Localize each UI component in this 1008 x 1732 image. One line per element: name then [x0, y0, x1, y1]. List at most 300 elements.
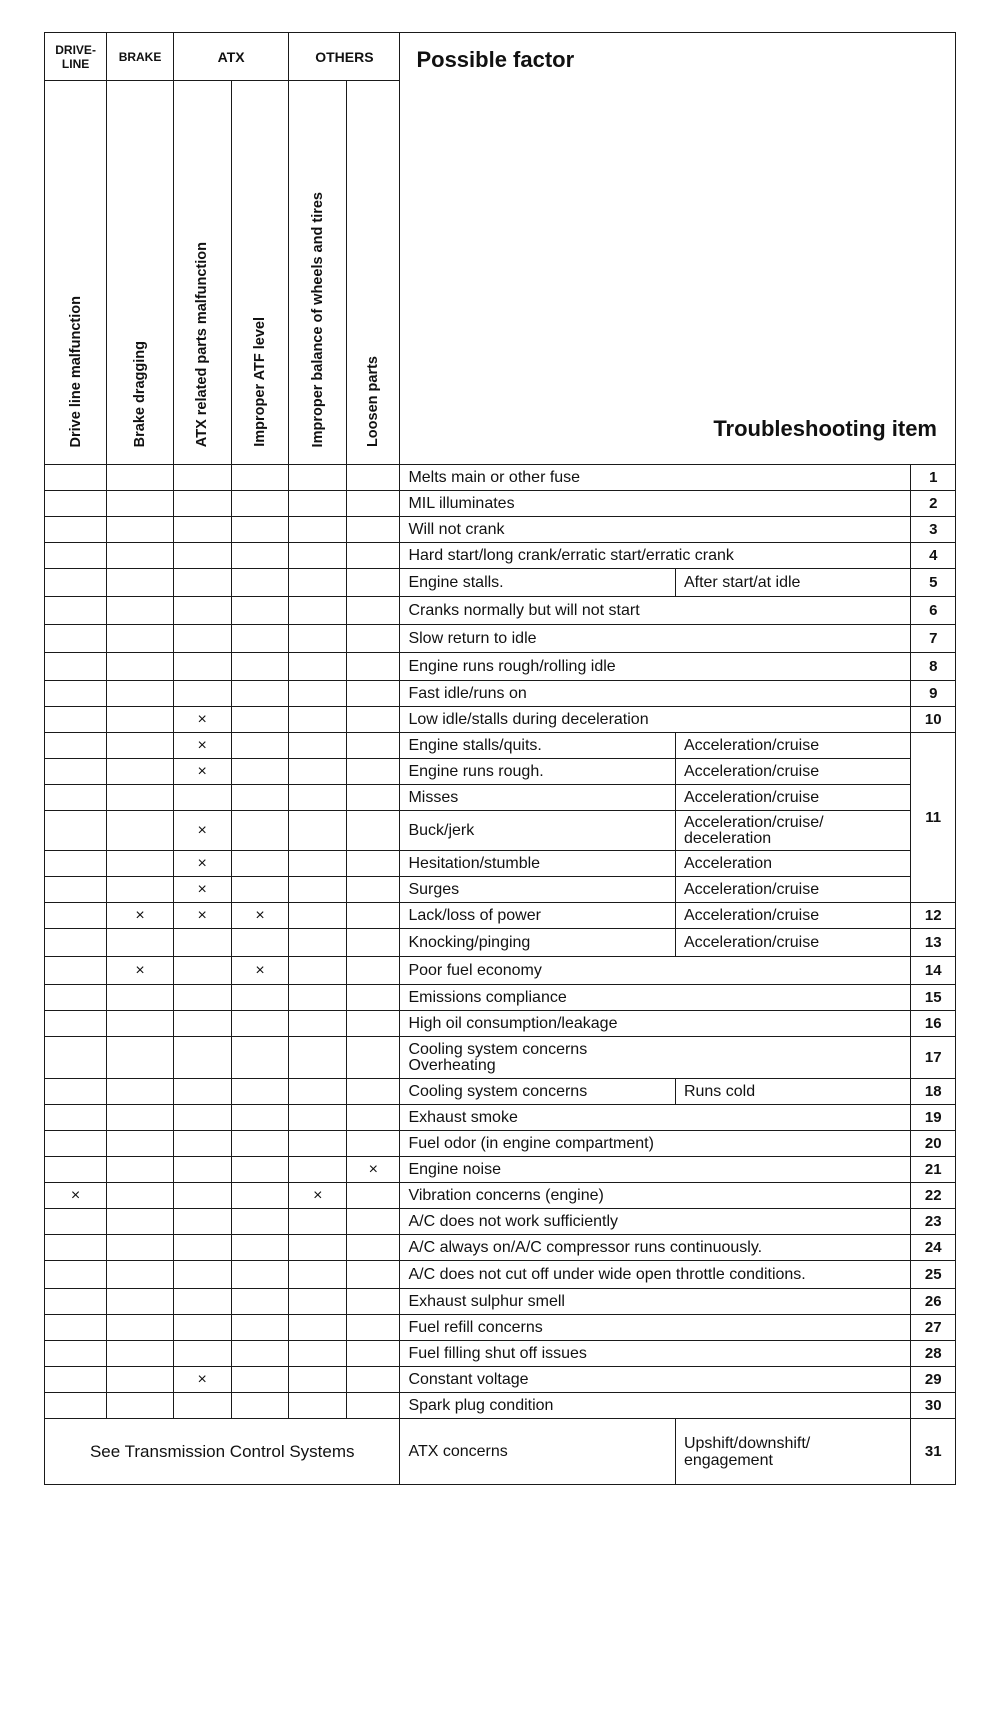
factor-cell [45, 517, 107, 543]
factor-cell [45, 1105, 107, 1131]
table-row [45, 1011, 956, 1037]
factor-cell [231, 733, 289, 759]
column-header-improper-atf-level [231, 81, 289, 465]
factor-cell [289, 1131, 347, 1157]
factor-cell [173, 929, 231, 957]
factor-cell [45, 1261, 107, 1289]
table-row [45, 903, 956, 929]
factor-table [44, 32, 956, 1485]
factor-cell [347, 625, 400, 653]
factor-cell [347, 1367, 400, 1393]
item-label: Will not crank [400, 517, 911, 543]
factor-cell [107, 517, 174, 543]
factor-cell [107, 877, 174, 903]
factor-cell [107, 1315, 174, 1341]
condition-label: After start/at idle [675, 569, 911, 597]
factor-cell [45, 681, 107, 707]
factor-cell [45, 929, 107, 957]
item-label: Melts main or other fuse [400, 465, 911, 491]
item-label: A/C does not cut off under wide open throttle conditions. [400, 1261, 911, 1289]
factor-cell [45, 903, 107, 929]
factor-cell [45, 1079, 107, 1105]
table-row [45, 681, 956, 707]
factor-cell [107, 1183, 174, 1209]
factor-cell [231, 1367, 289, 1393]
factor-cell [45, 1037, 107, 1079]
factor-cell: × [107, 957, 174, 985]
factor-cell [45, 707, 107, 733]
factor-cell [231, 1393, 289, 1419]
possible-factor-label: Possible factor [416, 47, 575, 72]
factor-cell [45, 1157, 107, 1183]
factor-cell [289, 1315, 347, 1341]
factor-cell [45, 759, 107, 785]
factor-cell [289, 1037, 347, 1079]
condition-label: Acceleration/cruise [675, 877, 911, 903]
item-label: Vibration concerns (engine) [400, 1183, 911, 1209]
factor-cell [107, 1289, 174, 1315]
item-number: 10 [911, 707, 956, 733]
item-label: Exhaust smoke [400, 1105, 911, 1131]
factor-cell [173, 1315, 231, 1341]
condition-label: Acceleration/cruise [675, 759, 911, 785]
factor-cell [45, 543, 107, 569]
factor-cell [173, 465, 231, 491]
item-label: High oil consumption/leakage [400, 1011, 911, 1037]
factor-cell [173, 785, 231, 811]
factor-cell [347, 1079, 400, 1105]
factor-cell [231, 1183, 289, 1209]
factor-cell [45, 653, 107, 681]
factor-cell [289, 759, 347, 785]
table-row [45, 1393, 956, 1419]
item-label: Exhaust sulphur smell [400, 1289, 911, 1315]
table-row [45, 929, 956, 957]
factor-cell [347, 543, 400, 569]
factor-cell [231, 1209, 289, 1235]
factor-cell [107, 1131, 174, 1157]
item-number: 4 [911, 543, 956, 569]
factor-cell [107, 1367, 174, 1393]
factor-cell [107, 985, 174, 1011]
factor-cell [45, 1011, 107, 1037]
item-number: 29 [911, 1367, 956, 1393]
item-label: Poor fuel economy [400, 957, 911, 985]
table-row [45, 465, 956, 491]
item-label: A/C always on/A/C compressor runs continuously. [400, 1235, 911, 1261]
see-transmission-note: See Transmission Control Systems [45, 1419, 400, 1485]
item-number: 9 [911, 681, 956, 707]
factor-cell [289, 1235, 347, 1261]
factor-cell [289, 625, 347, 653]
table-row [45, 759, 956, 785]
factor-cell [231, 569, 289, 597]
factor-cell [173, 1393, 231, 1419]
table-row [45, 653, 956, 681]
factor-cell [347, 1105, 400, 1131]
factor-cell [45, 1131, 107, 1157]
item-number: 16 [911, 1011, 956, 1037]
condition-label: Upshift/downshift/ engagement [675, 1419, 911, 1485]
factor-cell [289, 1011, 347, 1037]
factor-cell [45, 877, 107, 903]
factor-cell [107, 1261, 174, 1289]
factor-cell [289, 491, 347, 517]
item-label: ATX concerns [400, 1419, 676, 1485]
item-number: 6 [911, 597, 956, 625]
factor-cell [347, 811, 400, 851]
item-number: 23 [911, 1209, 956, 1235]
factor-cell [289, 597, 347, 625]
item-number: 3 [911, 517, 956, 543]
table-row [45, 491, 956, 517]
category-brake: BRAKE [107, 33, 174, 81]
table-row [45, 1131, 956, 1157]
factor-cell [347, 785, 400, 811]
factor-cell [347, 1235, 400, 1261]
factor-cell [107, 1209, 174, 1235]
factor-cell: × [347, 1157, 400, 1183]
factor-cell [107, 1037, 174, 1079]
factor-cell [107, 653, 174, 681]
item-number: 21 [911, 1157, 956, 1183]
factor-cell [173, 625, 231, 653]
factor-cell [231, 1079, 289, 1105]
footer-row [45, 1419, 956, 1485]
table-row [45, 1235, 956, 1261]
factor-cell [289, 1105, 347, 1131]
item-label: Fuel refill concerns [400, 1315, 911, 1341]
table-row [45, 1037, 956, 1079]
item-label: Slow return to idle [400, 625, 911, 653]
factor-cell [347, 465, 400, 491]
factor-cell [173, 1261, 231, 1289]
item-number: 31 [911, 1419, 956, 1485]
factor-cell [173, 1341, 231, 1367]
factor-cell [347, 517, 400, 543]
factor-cell [107, 597, 174, 625]
table-row [45, 957, 956, 985]
item-label: Cooling system concerns [400, 1079, 676, 1105]
item-number: 20 [911, 1131, 956, 1157]
factor-cell [347, 681, 400, 707]
item-number: 7 [911, 625, 956, 653]
column-label: ATX related parts malfunction [194, 241, 211, 447]
factor-cell [231, 985, 289, 1011]
item-label: Cranks normally but will not start [400, 597, 911, 625]
factor-cell [45, 625, 107, 653]
item-number: 30 [911, 1393, 956, 1419]
factor-cell [289, 1367, 347, 1393]
condition-label: Runs cold [675, 1079, 911, 1105]
factor-cell [45, 811, 107, 851]
condition-label: Acceleration/cruise [675, 903, 911, 929]
item-number: 2 [911, 491, 956, 517]
factor-cell [347, 491, 400, 517]
factor-cell [347, 569, 400, 597]
factor-cell [347, 759, 400, 785]
troubleshooting-item-label: Troubleshooting item [713, 416, 937, 441]
factor-cell [289, 957, 347, 985]
factor-cell [289, 1157, 347, 1183]
factor-cell [107, 1011, 174, 1037]
factor-cell [347, 597, 400, 625]
factor-cell [231, 1037, 289, 1079]
factor-cell [173, 1131, 231, 1157]
item-label: Fast idle/runs on [400, 681, 911, 707]
factor-cell [231, 877, 289, 903]
factor-cell [347, 851, 400, 877]
factor-cell [107, 625, 174, 653]
factor-cell [347, 957, 400, 985]
factor-cell [45, 785, 107, 811]
factor-cell [231, 1315, 289, 1341]
factor-cell [107, 465, 174, 491]
factor-cell [289, 1209, 347, 1235]
factor-cell [173, 957, 231, 985]
column-label: Brake dragging [132, 340, 149, 447]
factor-cell: × [231, 957, 289, 985]
header-corner [400, 33, 956, 465]
factor-cell [107, 811, 174, 851]
table-row [45, 851, 956, 877]
item-label: Engine runs rough. [400, 759, 676, 785]
factor-cell [289, 811, 347, 851]
table-row [45, 985, 956, 1011]
item-label: A/C does not work sufficiently [400, 1209, 911, 1235]
factor-cell [173, 597, 231, 625]
item-number: 11 [911, 733, 956, 903]
table-row [45, 733, 956, 759]
factor-cell [107, 681, 174, 707]
factor-cell [231, 465, 289, 491]
item-label: Engine runs rough/rolling idle [400, 653, 911, 681]
item-label: Hesitation/stumble [400, 851, 676, 877]
factor-cell [289, 877, 347, 903]
table-row [45, 1341, 956, 1367]
factor-cell [231, 625, 289, 653]
factor-cell: × [107, 903, 174, 929]
factor-cell [289, 1289, 347, 1315]
table-row [45, 1261, 956, 1289]
factor-cell [231, 681, 289, 707]
table-row [45, 625, 956, 653]
factor-cell [231, 1235, 289, 1261]
factor-cell [45, 1209, 107, 1235]
factor-cell [231, 851, 289, 877]
factor-cell [289, 653, 347, 681]
factor-cell [289, 985, 347, 1011]
item-label: Emissions compliance [400, 985, 911, 1011]
table-row [45, 811, 956, 851]
factor-cell [45, 1341, 107, 1367]
item-label: Low idle/stalls during deceleration [400, 707, 911, 733]
factor-cell [173, 1209, 231, 1235]
factor-cell [347, 1261, 400, 1289]
item-number: 25 [911, 1261, 956, 1289]
factor-cell [231, 1157, 289, 1183]
column-header-atx-parts-malfunction [173, 81, 231, 465]
factor-cell: × [173, 903, 231, 929]
factor-cell [289, 1079, 347, 1105]
factor-cell [289, 543, 347, 569]
factor-cell [347, 1393, 400, 1419]
factor-cell [107, 491, 174, 517]
factor-cell [173, 1289, 231, 1315]
factor-cell [173, 1079, 231, 1105]
factor-cell [107, 759, 174, 785]
factor-cell [45, 597, 107, 625]
category-header-row [45, 33, 956, 81]
item-number: 28 [911, 1341, 956, 1367]
factor-cell [231, 517, 289, 543]
factor-cell [347, 1289, 400, 1315]
factor-cell [173, 569, 231, 597]
factor-cell [45, 1235, 107, 1261]
item-number: 24 [911, 1235, 956, 1261]
item-number: 14 [911, 957, 956, 985]
factor-cell [231, 785, 289, 811]
factor-cell [347, 1315, 400, 1341]
table-row [45, 517, 956, 543]
item-number: 12 [911, 903, 956, 929]
factor-cell [45, 465, 107, 491]
factor-cell [231, 597, 289, 625]
troubleshooting-matrix [44, 32, 956, 1485]
factor-cell [173, 985, 231, 1011]
factor-cell [289, 465, 347, 491]
factor-cell [289, 1261, 347, 1289]
factor-cell [107, 1157, 174, 1183]
factor-cell [173, 1105, 231, 1131]
category-driveline: DRIVE- LINE [45, 33, 107, 81]
factor-cell [107, 1393, 174, 1419]
factor-cell [347, 1209, 400, 1235]
item-label: Engine noise [400, 1157, 911, 1183]
factor-cell [347, 903, 400, 929]
factor-cell [107, 929, 174, 957]
condition-label: Acceleration/cruise [675, 929, 911, 957]
table-row [45, 1079, 956, 1105]
item-label: Engine stalls. [400, 569, 676, 597]
factor-cell [173, 681, 231, 707]
factor-cell [45, 491, 107, 517]
factor-cell [45, 569, 107, 597]
factor-cell: × [173, 759, 231, 785]
table-row [45, 1105, 956, 1131]
item-number: 5 [911, 569, 956, 597]
factor-cell [231, 543, 289, 569]
factor-cell: × [173, 1367, 231, 1393]
factor-cell [289, 517, 347, 543]
item-label: Lack/loss of power [400, 903, 676, 929]
category-others: OTHERS [289, 33, 400, 81]
factor-cell [173, 491, 231, 517]
factor-cell [289, 851, 347, 877]
factor-cell [107, 785, 174, 811]
factor-cell [289, 929, 347, 957]
table-row [45, 877, 956, 903]
item-number: 17 [911, 1037, 956, 1079]
item-label: Engine stalls/quits. [400, 733, 676, 759]
table-row [45, 785, 956, 811]
factor-cell [107, 1105, 174, 1131]
item-number: 15 [911, 985, 956, 1011]
item-number: 26 [911, 1289, 956, 1315]
factor-cell: × [173, 811, 231, 851]
item-label: Constant voltage [400, 1367, 911, 1393]
item-label: Knocking/pinging [400, 929, 676, 957]
column-label: Drive line malfunction [67, 295, 84, 447]
table-row [45, 1157, 956, 1183]
factor-cell [173, 517, 231, 543]
column-header-brake-dragging [107, 81, 174, 465]
factor-cell [45, 957, 107, 985]
condition-label: Acceleration/cruise [675, 785, 911, 811]
factor-cell [173, 1157, 231, 1183]
factor-cell: × [173, 707, 231, 733]
factor-cell [231, 1131, 289, 1157]
factor-cell: × [231, 903, 289, 929]
factor-cell [173, 1235, 231, 1261]
factor-cell [173, 543, 231, 569]
column-header-wheel-tire-balance [289, 81, 347, 465]
item-label: Fuel odor (in engine compartment) [400, 1131, 911, 1157]
factor-cell [173, 653, 231, 681]
table-row [45, 597, 956, 625]
factor-cell [231, 1105, 289, 1131]
item-number: 22 [911, 1183, 956, 1209]
factor-cell [347, 1131, 400, 1157]
table-row [45, 543, 956, 569]
item-label: Hard start/long crank/erratic start/erratic crank [400, 543, 911, 569]
factor-cell [347, 1037, 400, 1079]
item-label: Surges [400, 877, 676, 903]
factor-cell [231, 1261, 289, 1289]
factor-cell [289, 569, 347, 597]
factor-cell: × [45, 1183, 107, 1209]
factor-cell [231, 707, 289, 733]
factor-cell [231, 1011, 289, 1037]
factor-cell [45, 1315, 107, 1341]
item-number: 27 [911, 1315, 956, 1341]
column-label: Improper ATF level [251, 317, 268, 447]
factor-cell [45, 1393, 107, 1419]
factor-cell [289, 1341, 347, 1367]
condition-label: Acceleration/cruise [675, 733, 911, 759]
factor-cell [107, 707, 174, 733]
factor-cell [231, 759, 289, 785]
table-row [45, 707, 956, 733]
factor-cell [289, 1393, 347, 1419]
item-number: 8 [911, 653, 956, 681]
item-label: Misses [400, 785, 676, 811]
factor-cell [231, 811, 289, 851]
table-row [45, 1367, 956, 1393]
factor-cell [347, 707, 400, 733]
factor-cell [45, 1367, 107, 1393]
factor-cell [231, 653, 289, 681]
factor-cell [289, 707, 347, 733]
table-row [45, 1183, 956, 1209]
factor-cell [289, 903, 347, 929]
item-number: 13 [911, 929, 956, 957]
factor-cell [347, 1341, 400, 1367]
factor-cell [45, 985, 107, 1011]
factor-cell [107, 1079, 174, 1105]
factor-cell [45, 733, 107, 759]
item-number: 18 [911, 1079, 956, 1105]
